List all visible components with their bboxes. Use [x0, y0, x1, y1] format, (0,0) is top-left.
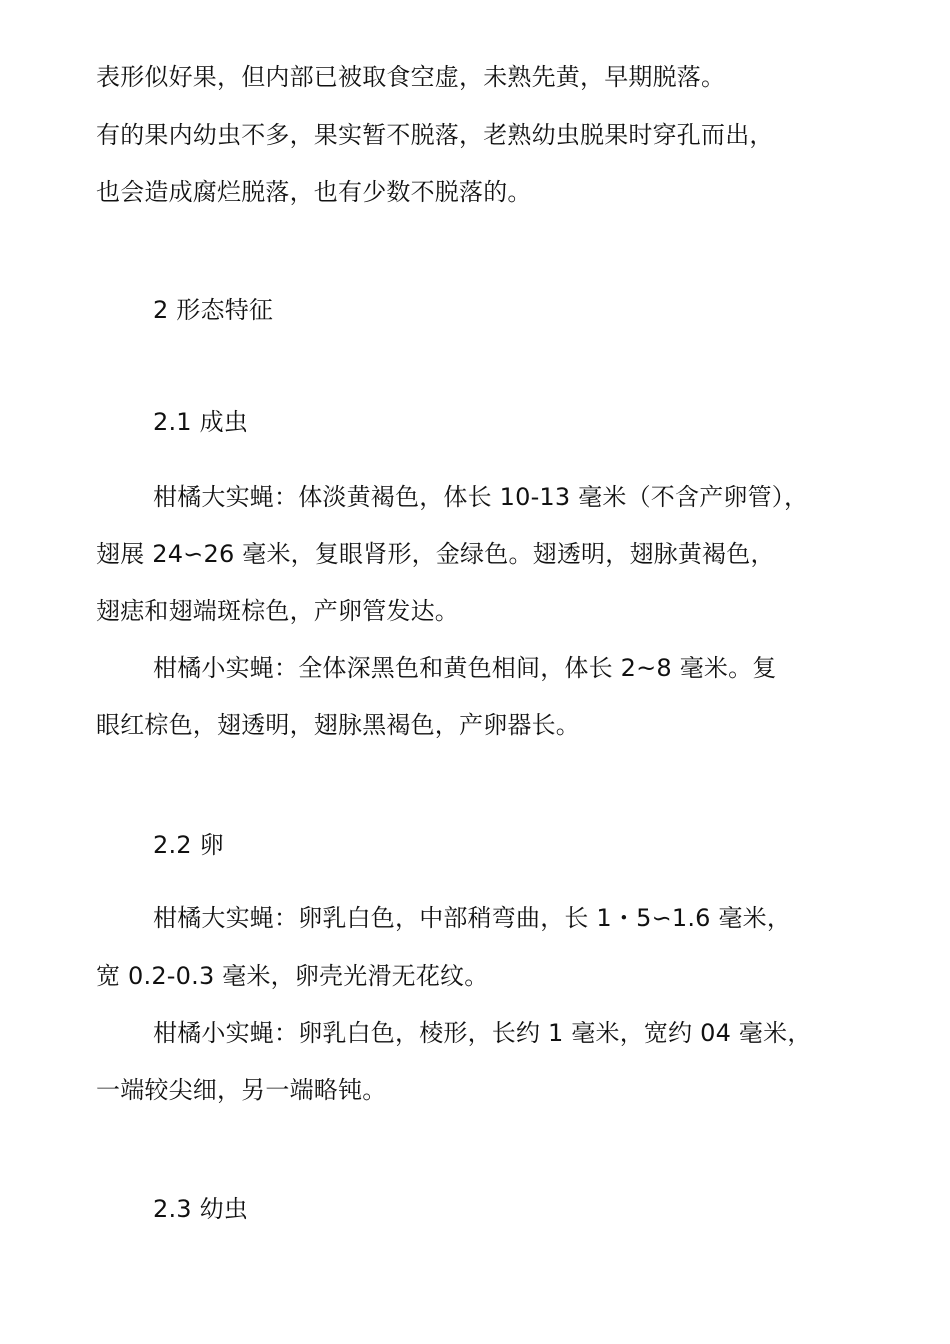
egg-large-fly-line-1: 柑橘大实蝇：卵乳白色，中部稍弯曲，长 1・5∽1.6 毫米， — [153, 904, 792, 932]
section-2-2-heading: 2.2 卵 — [153, 831, 224, 859]
adult-large-fly-line-3: 翅痣和翅端斑棕色，产卵管发达。 — [96, 597, 459, 625]
adult-large-fly-line-2: 翅展 24∽26 毫米，复眼肾形，金绿色。翅透明，翅脉黄褐色， — [96, 540, 775, 568]
intro-line-1: 表形似好果，但内部已被取食空虚，未熟先黄，早期脱落。 — [96, 63, 726, 91]
adult-small-fly-line-2: 眼红棕色，翅透明，翅脉黑褐色，产卵器长。 — [96, 711, 580, 739]
egg-large-fly-line-2: 宽 0.2-0.3 毫米，卵壳光滑无花纹。 — [96, 962, 489, 990]
intro-line-3: 也会造成腐烂脱落，也有少数不脱落的。 — [96, 178, 532, 206]
intro-line-2: 有的果内幼虫不多，果实暂不脱落，老熟幼虫脱果时穿孔而出， — [96, 121, 774, 149]
adult-large-fly-line-1: 柑橘大实蝇：体淡黄褐色，体长 10-13 毫米（不含产卵管）， — [153, 483, 809, 511]
section-2-heading: 2 形态特征 — [153, 296, 274, 324]
egg-small-fly-line-2: 一端较尖细，另一端略钝。 — [96, 1076, 387, 1104]
section-2-1-heading: 2.1 成虫 — [153, 408, 248, 436]
egg-small-fly-line-1: 柑橘小实蝇：卵乳白色，棱形，长约 1 毫米，宽约 04 毫米， — [153, 1019, 812, 1047]
adult-small-fly-line-1: 柑橘小实蝇：全体深黑色和黄色相间，体长 2~8 毫米。复 — [153, 654, 777, 682]
section-2-3-heading: 2.3 幼虫 — [153, 1195, 248, 1223]
